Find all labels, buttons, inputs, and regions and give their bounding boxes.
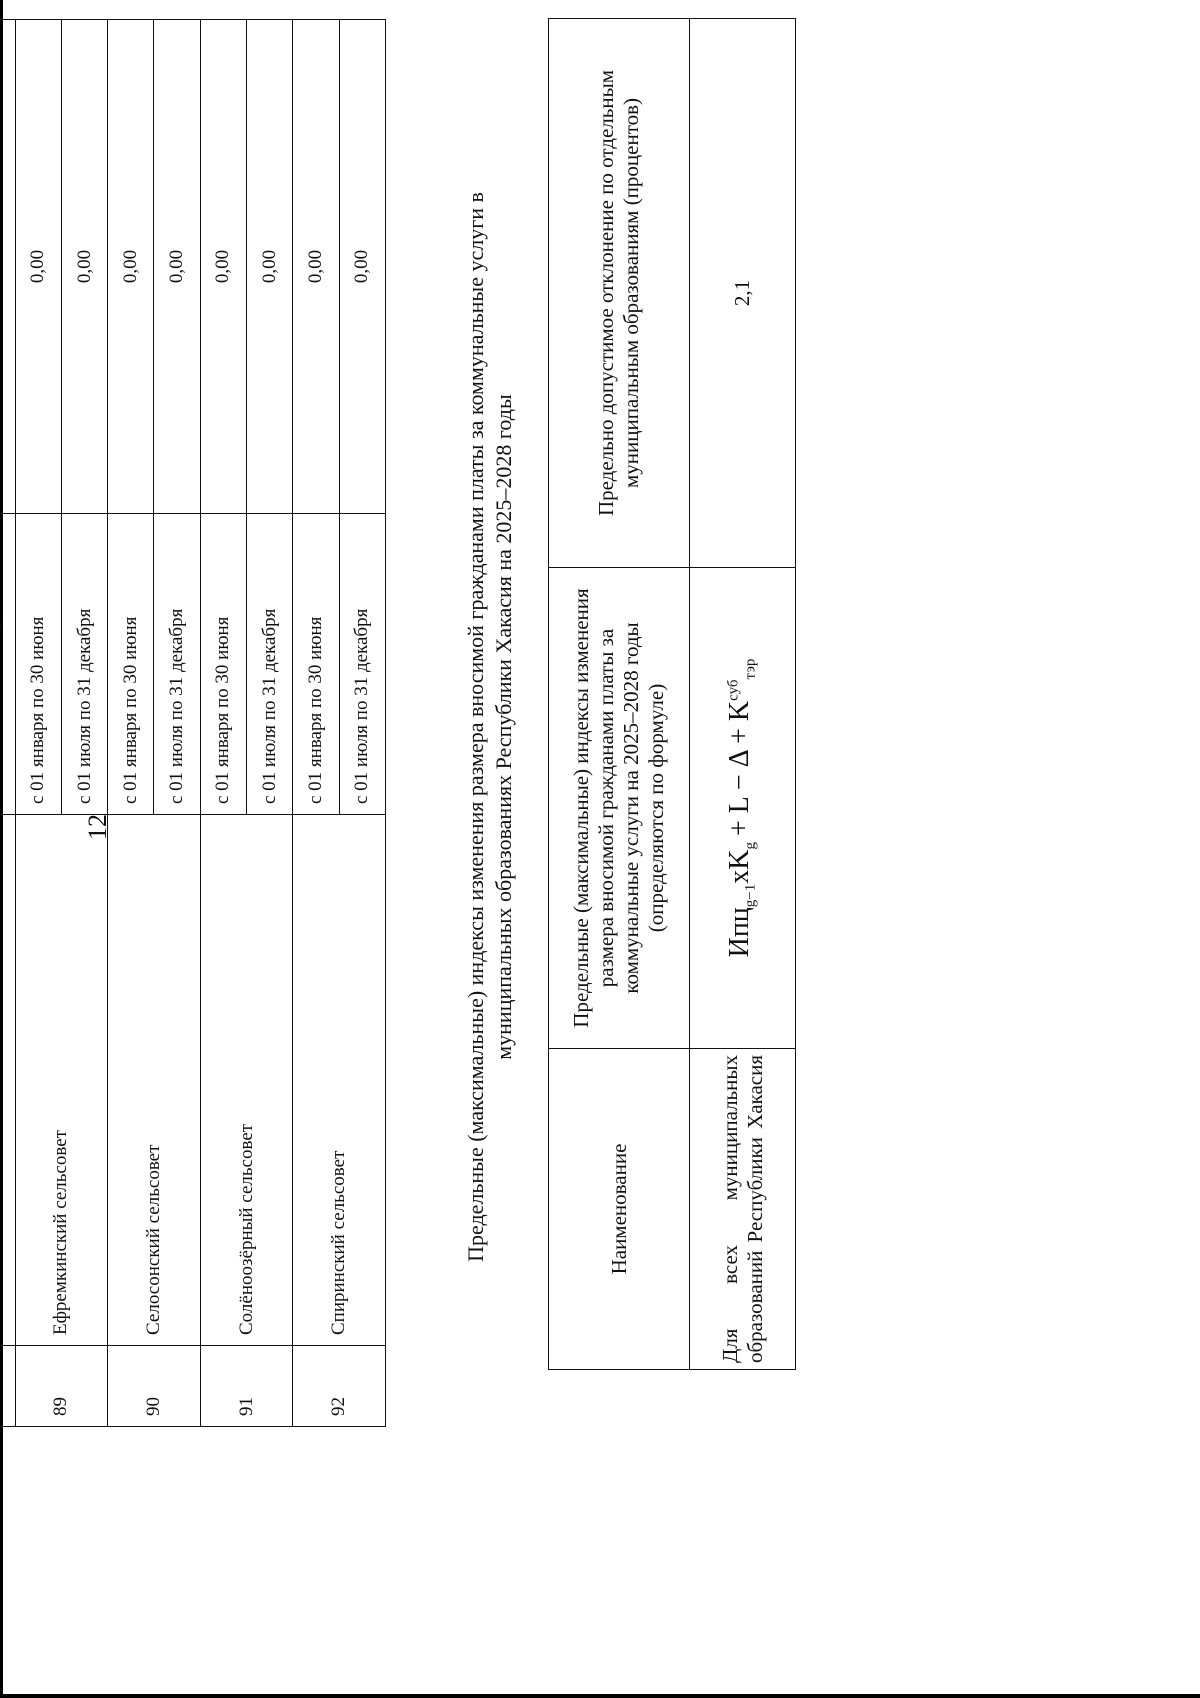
deviation-value: 2,1	[690, 19, 796, 568]
row-name-cell: Ефремкинский сельсовет	[15, 815, 108, 1346]
table-row	[108, 20, 154, 1427]
formula-sub-ter: тэр	[742, 658, 759, 680]
table-row	[15, 20, 61, 1427]
row-value-cell	[0, 20, 15, 514]
row-number-cell: 92	[293, 1346, 386, 1427]
formula-plus-terms: + L − Δ + K	[723, 700, 755, 836]
row-value-cell: 0,00	[200, 20, 246, 514]
row-name-cell	[0, 815, 15, 1346]
scan-edge-bottom	[0, 1694, 1200, 1698]
index-table-row	[690, 19, 796, 1370]
index-formula	[690, 568, 796, 1049]
row-name-cell: Спиринский сельсовет	[293, 815, 386, 1346]
row-name-cell: Солёноозёрный сельсовет	[200, 815, 293, 1346]
row-number-cell: 89	[15, 1346, 108, 1427]
formula-sub-g-minus-1: g−1	[742, 883, 759, 908]
header-index: Предельные (максимальные) индексы изменения размера вносимой гражданами платы за коммунальные услуги на 2025–2028 годы (определяются по формуле)	[549, 568, 690, 1049]
rotated-page-content	[0, 2, 767, 1502]
row-number-cell: 90	[108, 1346, 201, 1427]
formula-sub-g: g	[742, 842, 759, 850]
row-value-cell: 0,00	[293, 20, 339, 514]
row-period-cell: с 01 января по 30 июня	[293, 514, 339, 815]
table-row	[293, 20, 339, 1427]
page-number: 12	[83, 814, 112, 840]
index-table-header-row	[549, 19, 690, 1370]
formula-base: Ипц	[723, 907, 755, 958]
row-number-cell: 91	[200, 1346, 293, 1427]
row-value-cell: 0,00	[247, 20, 293, 514]
row-period-cell: с 01 января по 30 июня	[15, 514, 61, 815]
section-title-line-1: Предельные (максимальные) индексы изменения размера вносимой гражданами платы за коммунальные услуги в	[463, 192, 488, 1262]
row-period-cell: с 01 июля по 31 декабря	[247, 514, 293, 815]
table-row	[200, 20, 246, 1427]
row-period-cell: с 01 июля по 31 декабря	[154, 514, 200, 815]
header-name: Наименование	[549, 1049, 690, 1370]
continuation-table	[0, 19, 386, 1427]
section-title-line-2: муниципальных образованиях Республики Хакасия на 2025–2028 годы	[491, 394, 516, 1060]
row-period-cell: с 01 июля по 31 декабря	[339, 514, 385, 815]
row-value-cell: 0,00	[154, 20, 200, 514]
index-table	[548, 18, 796, 1370]
row-name: Для всех муниципальных образований Республики Хакасия	[690, 1049, 796, 1370]
header-deviation: Предельно допустимое отклонение по отдельным муниципальным образованиям (процентов)	[549, 19, 690, 568]
formula	[723, 658, 759, 958]
row-value-cell: 0,00	[108, 20, 154, 514]
row-name-cell: Селосонский сельсовет	[108, 815, 201, 1346]
row-value-cell: 0,00	[61, 20, 107, 514]
section-title	[462, 102, 518, 1352]
row-period-cell: с 01 января по 30 июня	[108, 514, 154, 815]
row-value-cell: 0,00	[339, 20, 385, 514]
row-period-cell: с 01 января по 30 июня	[200, 514, 246, 815]
formula-multiplier: хK	[723, 849, 755, 884]
row-period-cell: с 01 июля по 31 декабря	[61, 514, 107, 815]
row-value-cell: 0,00	[15, 20, 61, 514]
formula-sup: суб	[725, 679, 742, 701]
table-row	[0, 20, 15, 1427]
row-number-cell	[0, 1346, 15, 1427]
row-period-cell	[0, 514, 15, 815]
